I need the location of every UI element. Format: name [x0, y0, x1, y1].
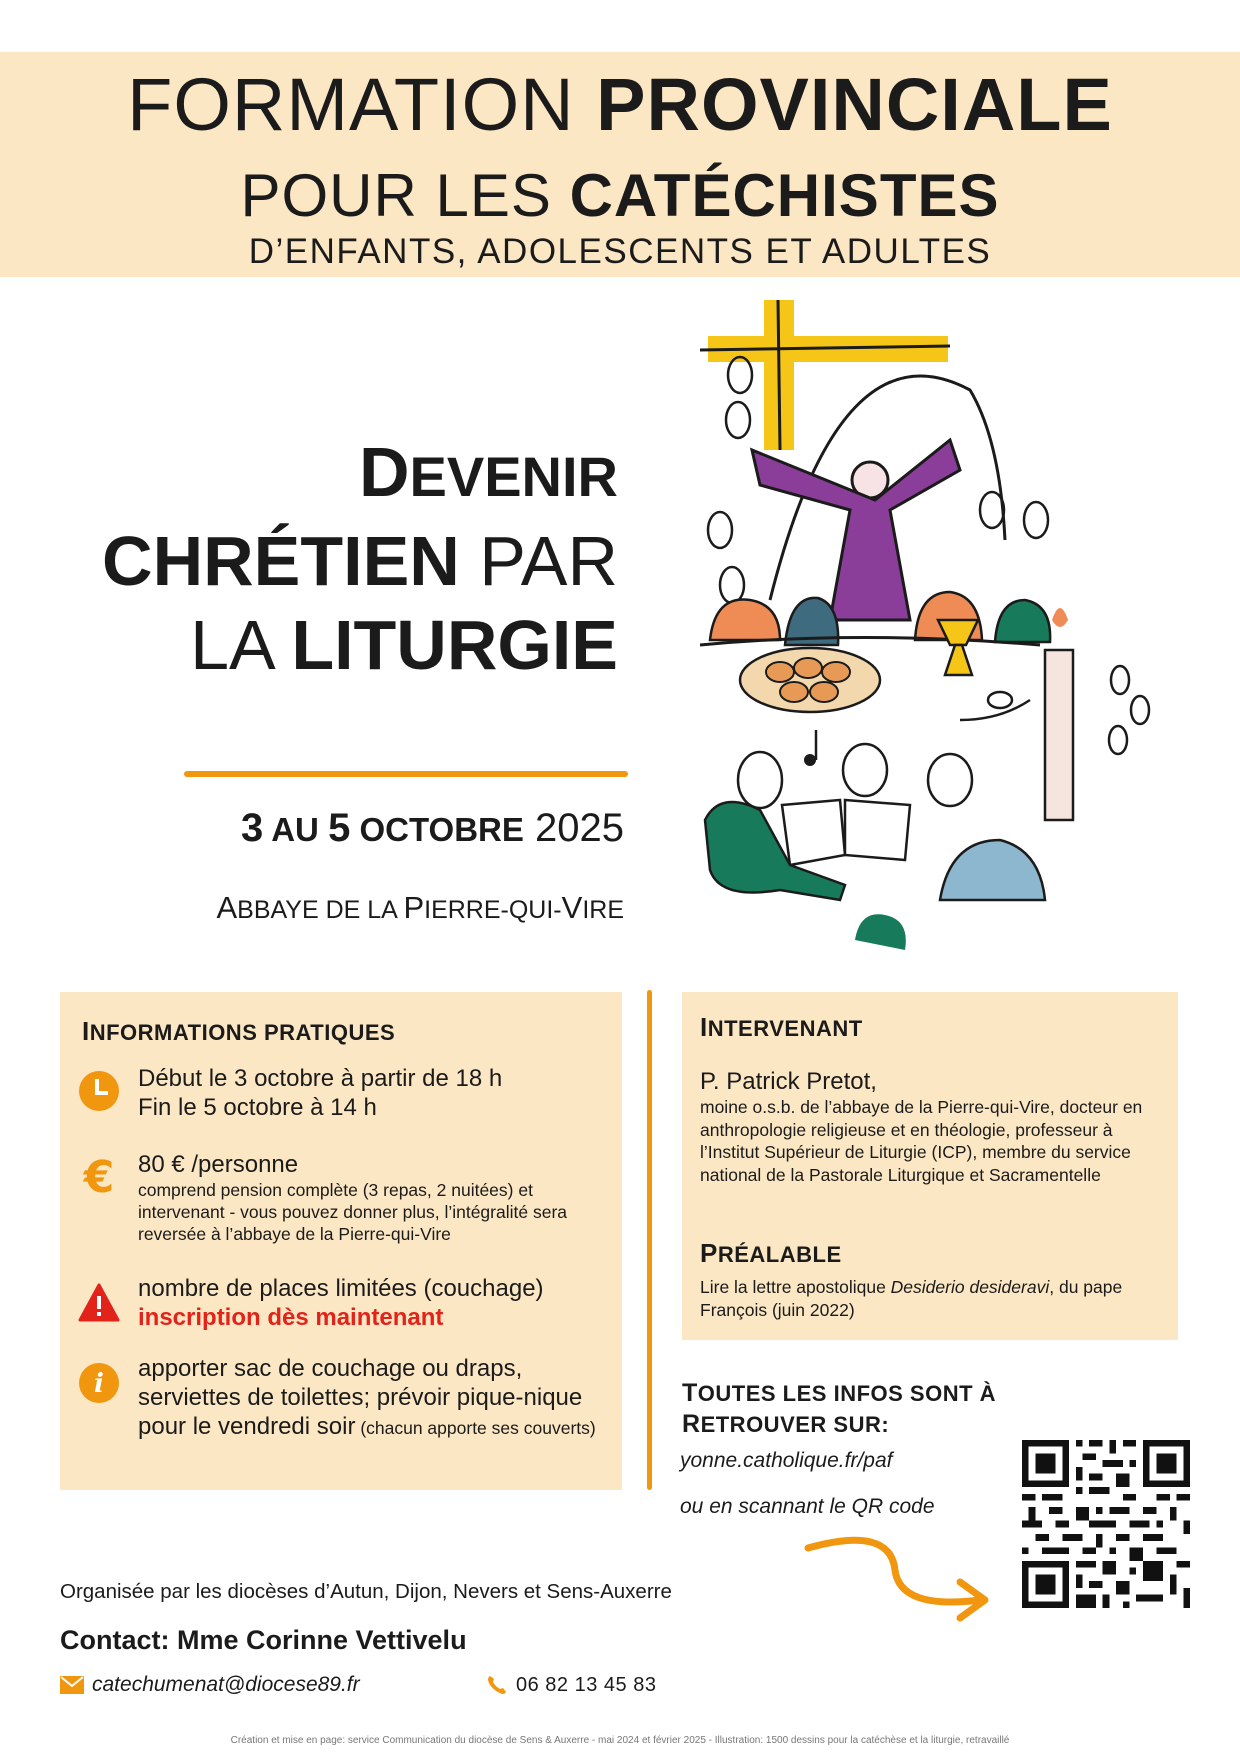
phone-row[interactable]: [486, 1670, 656, 1700]
date-year: 2025: [523, 806, 624, 850]
clock-icon: [78, 1070, 120, 1112]
more-info-cap-2: R: [682, 1410, 701, 1438]
bring-text: [138, 1354, 598, 1443]
header-provinciale: PROVINCIALE: [596, 63, 1113, 146]
prerequisite-after: , du pape François (juin 2022): [700, 1277, 1123, 1320]
title-divider: [184, 771, 628, 777]
prerequisite-title-rest: RÉALABLE: [717, 1242, 842, 1267]
qr-instruction: ou en scannant le QR code: [680, 1495, 935, 1518]
practical-info-title-rest: NFORMATIONS PRATIQUES: [89, 1020, 396, 1045]
date-month: OCTOBRE: [350, 811, 524, 848]
prerequisite-text: [700, 1276, 1170, 1321]
title-chretien: CHRÉTIEN: [102, 522, 460, 600]
places-text: [138, 1274, 608, 1332]
title-line-2: [102, 519, 618, 603]
venue-part-2: IERRE-QUI-: [424, 896, 562, 924]
more-info-rest-1: OUTES LES INFOS SONT À: [697, 1381, 997, 1406]
info-icon: [78, 1362, 120, 1404]
header-formation: FORMATION: [127, 63, 597, 146]
header-pour-les: POUR LES: [240, 162, 570, 229]
mail-icon: [60, 1676, 84, 1694]
header-subtitle: D’ENFANTS, ADOLESCENTS ET ADULTES: [248, 232, 992, 271]
speaker-box: [682, 992, 1178, 1340]
schedule-start: Début le 3 octobre à partir de 18 h: [138, 1065, 503, 1092]
more-info-title: [682, 1378, 996, 1440]
warning-icon: [78, 1282, 120, 1324]
email-address[interactable]: catechumenat@diocese89.fr: [92, 1673, 360, 1696]
places-limited: nombre de places limitées (couchage): [138, 1275, 544, 1302]
header-band: [0, 52, 1240, 277]
title-la: LA: [190, 606, 292, 684]
more-info-cap-1: T: [682, 1379, 698, 1407]
title-w1-cap: D: [358, 433, 410, 511]
more-info-line-1: [682, 1378, 996, 1409]
title-liturgie: LITURGIE: [291, 606, 618, 684]
register-now: inscription dès maintenant: [138, 1304, 444, 1331]
event-dates: [241, 806, 624, 851]
organizers: Organisée par les diocèses d’Autun, Dijon, Nevers et Sens-Auxerre: [60, 1580, 672, 1603]
prerequisite-before: Lire la lettre apostolique: [700, 1277, 891, 1297]
more-info-rest-2: ETROUVER SUR:: [700, 1412, 890, 1437]
main-title: [102, 430, 618, 687]
date-au: AU: [263, 811, 329, 848]
bring-cutlery: (chacun apporte ses couverts): [355, 1418, 596, 1438]
title-w1-rest: EVENIR: [409, 445, 618, 508]
prerequisite-title-cap: P: [700, 1238, 718, 1268]
header-line-1: [0, 60, 1240, 150]
speaker-title: [700, 1012, 863, 1043]
more-info-line-2: [682, 1409, 996, 1440]
qr-code[interactable]: [1022, 1440, 1190, 1608]
contact-name: Contact: Mme Corinne Vettivelu: [60, 1625, 467, 1655]
speaker-description: moine o.s.b. de l’abbaye de la Pierre-qui-Vire, docteur en anthropologie religieuse et en théologie, professeur à l’Institut Supérieur de Liturgie (ICP), membre du service national de la Pastorale Liturgique et Sacramentelle: [700, 1097, 1143, 1185]
header-line-2: [0, 160, 1240, 232]
title-line-1: [102, 430, 618, 519]
venue-cap-p: P: [403, 890, 425, 925]
price-detail: comprend pension complète (3 repas, 2 nuitées) et intervenant - vous pouvez donner plus, l’intégralité sera reversée à l’abbaye de la Pierre-qui-Vire: [138, 1180, 567, 1244]
phone-icon: [486, 1674, 508, 1696]
practical-info-title-cap: I: [82, 1016, 90, 1046]
header-catechistes: CATÉCHISTES: [569, 162, 1000, 229]
date-day-end: 5: [328, 806, 351, 850]
email-row[interactable]: [60, 1670, 360, 1700]
price-text: [138, 1150, 608, 1245]
credits: Création et mise en page: service Communication du diocèse de Sens & Auxerre - mai 2024 et février 2025 - Illustration: 1500 dessins pour la catéchèse et la liturgie, retravaillé: [230, 1735, 1010, 1746]
arrow-icon: [800, 1530, 1000, 1630]
practical-info-box: [60, 992, 622, 1490]
title-line-3: [102, 603, 618, 687]
title-par: PAR: [459, 522, 618, 600]
prerequisite-title: [700, 1238, 842, 1269]
venue-cap-a: A: [216, 890, 238, 925]
speaker-name: P. Patrick Pretot,: [700, 1068, 877, 1095]
bring-items: apporter sac de couchage ou draps, serviettes de toilettes; prévoir pique-nique pour le vendredi soir: [138, 1355, 583, 1440]
venue-part-1: BBAYE DE LA: [237, 896, 404, 924]
website-link[interactable]: yonne.catholique.fr/paf: [680, 1449, 893, 1472]
venue-cap-v: V: [561, 890, 583, 925]
practical-info-title: [82, 1016, 395, 1047]
liturgy-illustration: [700, 300, 1170, 965]
euro-icon: [78, 1152, 120, 1198]
svg-text:€: €: [83, 1152, 115, 1198]
date-day-start: 3: [241, 806, 264, 850]
speaker-title-rest: NTERVENANT: [707, 1016, 863, 1041]
price-amount: 80 € /personne: [138, 1151, 299, 1178]
schedule-end: Fin le 5 octobre à 14 h: [138, 1094, 377, 1121]
svg-text:i: i: [94, 1369, 104, 1399]
prerequisite-document: Desiderio desideravi: [890, 1277, 1050, 1297]
phone-number[interactable]: 06 82 13 45 83: [516, 1673, 657, 1696]
venue-part-3: IRE: [582, 896, 624, 924]
column-divider: [647, 990, 652, 1490]
event-venue: [216, 890, 624, 926]
speaker-title-cap: I: [700, 1012, 708, 1042]
schedule-text: [138, 1064, 608, 1122]
